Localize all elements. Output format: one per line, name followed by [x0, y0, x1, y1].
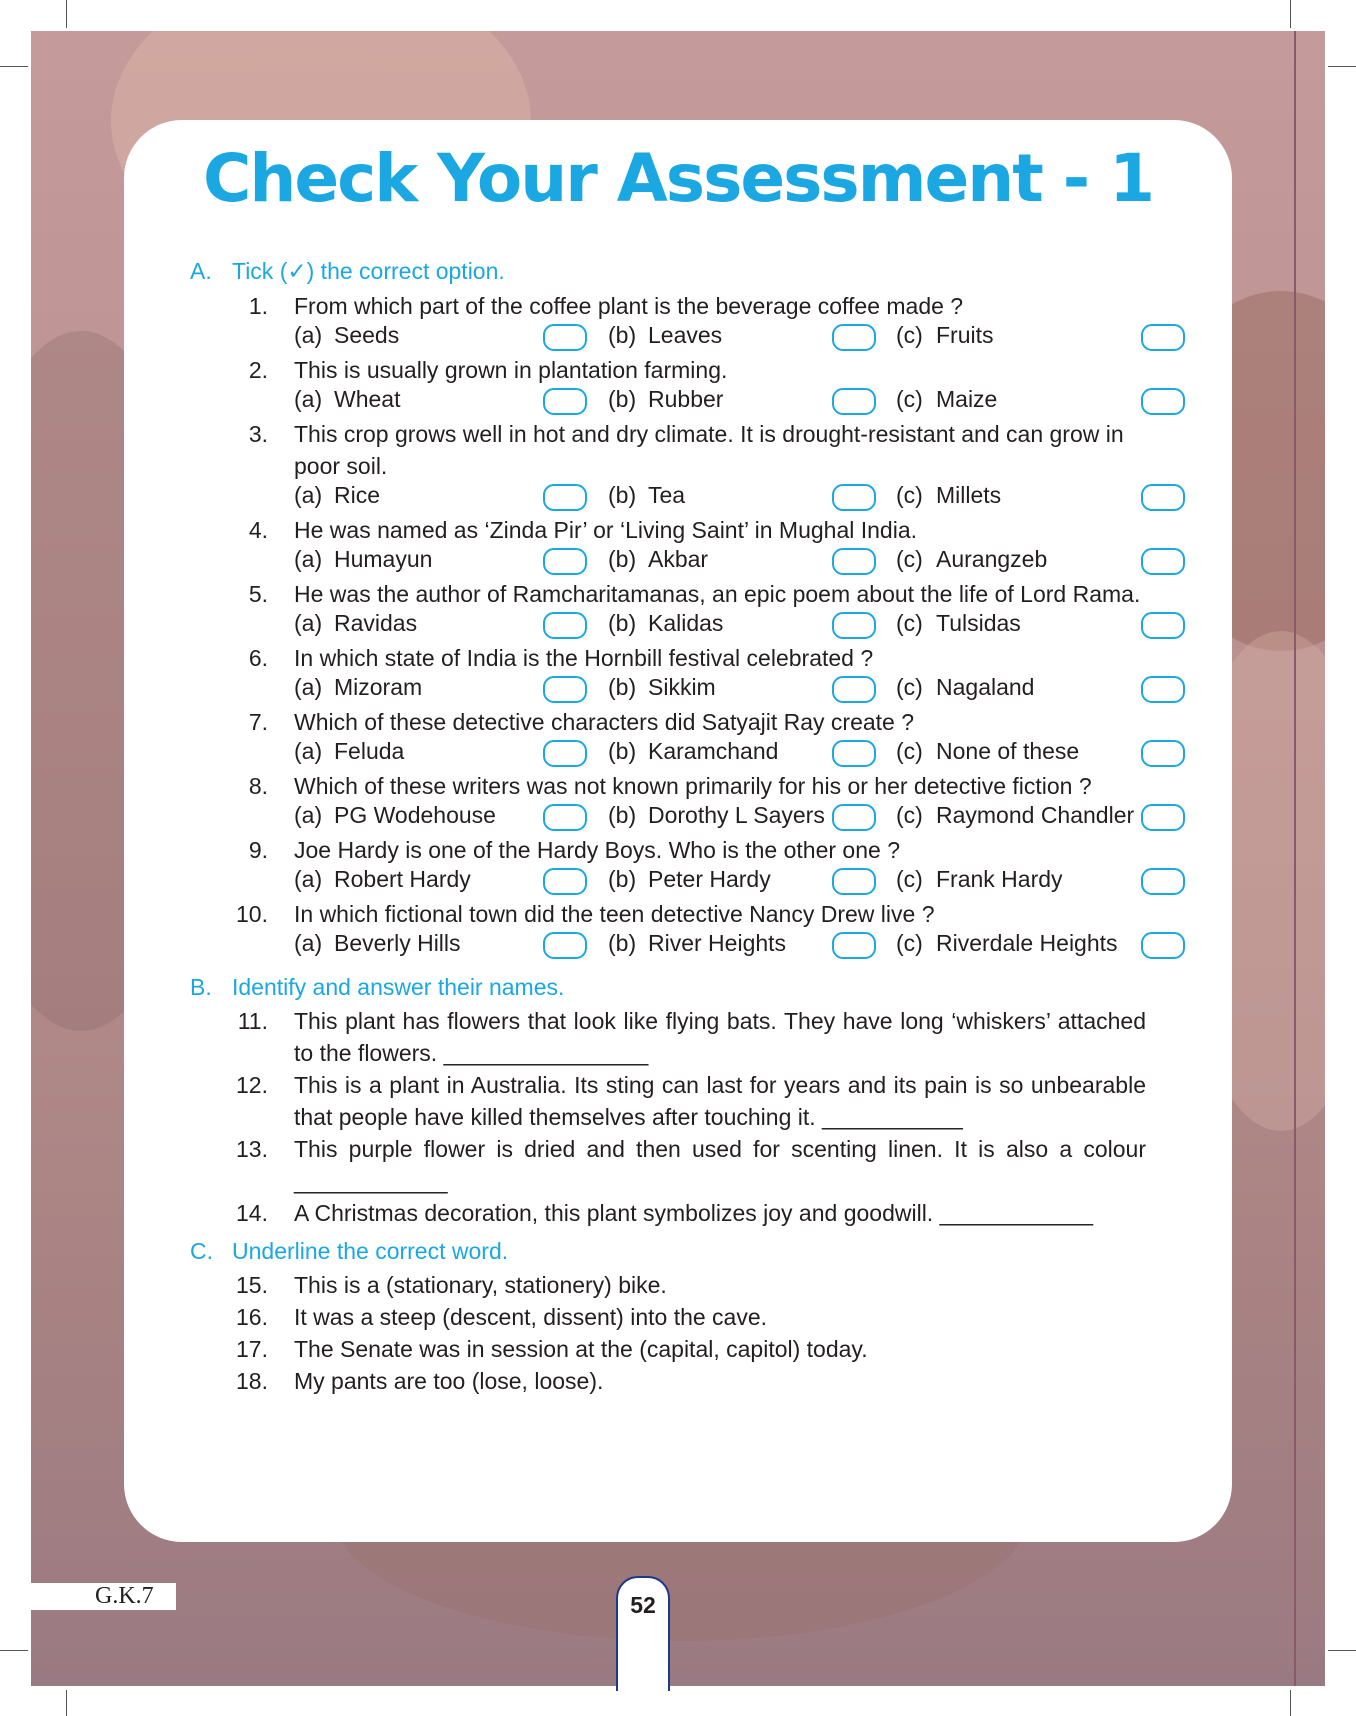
crop-mark [66, 1690, 67, 1716]
page-title: Check Your Assessment - 1 [202, 140, 1154, 217]
option-c: Frank Hardy [936, 866, 1063, 892]
tick-box[interactable] [832, 612, 876, 639]
section-title: Tick (✓) the correct option. [232, 258, 505, 284]
tick-box[interactable] [1141, 324, 1185, 351]
tick-box[interactable] [832, 676, 876, 703]
options-row: (a) Wheat (b) Rubber (c) Maize [294, 386, 1194, 418]
options-row: (a) Ravidas (b) Kalidas (c) Tulsidas [294, 610, 1194, 642]
option-b: Peter Hardy [648, 866, 771, 892]
options-row: (a) Robert Hardy (b) Peter Hardy (c) Frank Hardy [294, 866, 1194, 898]
crop-mark [1290, 0, 1291, 28]
options-row: (a) PG Wodehouse (b) Dorothy L Sayers (c) Raymond Chandler [294, 802, 1194, 834]
option-c: Nagaland [936, 674, 1035, 700]
option-a: Rice [334, 482, 381, 508]
options-row: (a) Feluda (b) Karamchand (c) None of these [294, 738, 1194, 770]
tick-box[interactable] [543, 868, 587, 895]
option-c: None of these [936, 738, 1080, 764]
option-c: Millets [936, 482, 1002, 508]
tick-box[interactable] [543, 484, 587, 511]
option-b: Akbar [648, 546, 709, 572]
option-b: Dorothy L Sayers [648, 802, 825, 828]
tick-box[interactable] [1141, 868, 1185, 895]
tick-box[interactable] [1141, 548, 1185, 575]
tick-box[interactable] [832, 932, 876, 959]
option-c: Riverdale Heights [936, 930, 1118, 956]
tick-box[interactable] [543, 548, 587, 575]
tick-box[interactable] [543, 740, 587, 767]
tick-box[interactable] [1141, 612, 1185, 639]
crop-mark [0, 66, 28, 67]
page-edge-line [1294, 31, 1296, 1686]
tick-box[interactable] [1141, 804, 1185, 831]
tick-box[interactable] [832, 484, 876, 511]
option-b: Leaves [648, 322, 723, 348]
option-b: Rubber [648, 386, 724, 412]
option-c: Aurangzeb [936, 546, 1048, 572]
option-a: Humayun [334, 546, 433, 572]
option-b: River Heights [648, 930, 787, 956]
option-c: Tulsidas [936, 610, 1021, 636]
option-b: Karamchand [648, 738, 779, 764]
tick-box[interactable] [1141, 484, 1185, 511]
tick-box[interactable] [832, 804, 876, 831]
section-b-heading [190, 974, 564, 1001]
options-row: (a) Mizoram (b) Sikkim (c) Nagaland [294, 674, 1194, 706]
option-a: Ravidas [334, 610, 418, 636]
tick-box[interactable] [832, 740, 876, 767]
crop-mark [66, 0, 67, 28]
options-row: (a) Humayun (b) Akbar (c) Aurangzeb [294, 546, 1194, 578]
option-c: Raymond Chandler [936, 802, 1135, 828]
section-title: Identify and answer their names. [232, 974, 565, 1000]
section-a-heading [190, 258, 505, 285]
tick-box[interactable] [1141, 740, 1185, 767]
tick-box[interactable] [832, 324, 876, 351]
section-letter: A. [190, 258, 212, 284]
tick-box[interactable] [832, 388, 876, 415]
book-code: G.K.7 [31, 1583, 176, 1610]
option-a: Wheat [334, 386, 401, 412]
tick-box[interactable] [832, 548, 876, 575]
option-c: Maize [936, 386, 998, 412]
option-a: Robert Hardy [334, 866, 471, 892]
option-b: Kalidas [648, 610, 724, 636]
option-b: Tea [648, 482, 686, 508]
tick-box[interactable] [543, 932, 587, 959]
tick-box[interactable] [1141, 676, 1185, 703]
option-a: Beverly Hills [334, 930, 461, 956]
crop-mark [1328, 66, 1356, 67]
section-letter: C. [190, 1238, 213, 1264]
tick-box[interactable] [543, 388, 587, 415]
options-row: (a) Seeds (b) Leaves (c) Fruits [294, 322, 1194, 354]
tick-box[interactable] [543, 324, 587, 351]
crop-mark [1290, 1690, 1291, 1716]
option-a: Feluda [334, 738, 405, 764]
tick-box[interactable] [543, 676, 587, 703]
option-b: Sikkim [648, 674, 716, 700]
tick-box[interactable] [1141, 388, 1185, 415]
tick-box[interactable] [1141, 932, 1185, 959]
section-c-heading [190, 1238, 508, 1265]
crop-mark [1328, 1650, 1356, 1651]
tick-box[interactable] [543, 612, 587, 639]
tick-box[interactable] [832, 868, 876, 895]
section-title: Underline the correct word. [232, 1238, 509, 1264]
crop-mark [0, 1650, 28, 1651]
page-number: 52 [616, 1576, 670, 1691]
option-a: Mizoram [334, 674, 423, 700]
section-letter: B. [190, 974, 212, 1000]
tick-box[interactable] [543, 804, 587, 831]
options-row: (a) Rice (b) Tea (c) Millets [294, 482, 1194, 514]
option-c: Fruits [936, 322, 994, 348]
options-row: (a) Beverly Hills (b) River Heights (c) Riverdale Heights [294, 930, 1194, 962]
option-a: Seeds [334, 322, 400, 348]
option-a: PG Wodehouse [334, 802, 496, 828]
